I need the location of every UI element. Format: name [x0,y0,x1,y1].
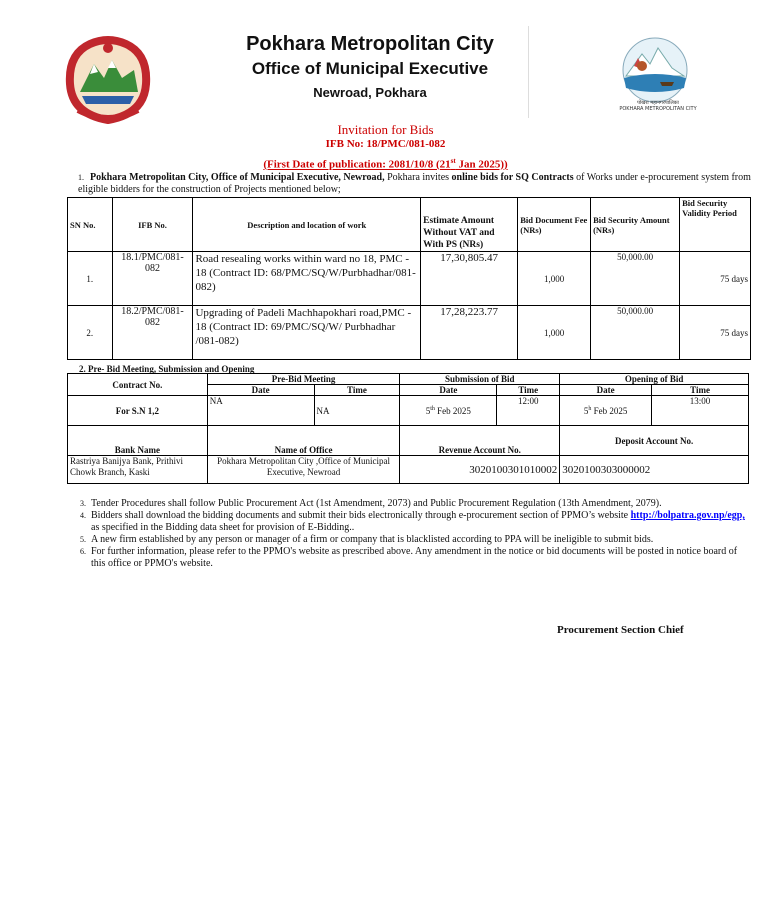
organization-block [160,32,580,102]
time-header: Time [652,385,749,396]
letterhead [0,0,771,120]
table-row [68,252,751,306]
office-header: Name of Office [207,426,400,456]
row-estimate: 17,28,223.77 [421,306,518,360]
pre-bid-time: NA [314,396,400,426]
pre-bid-date: NA [207,396,314,426]
submission-date: 5th Feb 2025 [400,396,497,426]
row-description: Upgrading of Padeli Machhapokhari road,PMC - 18 (Contract ID: 69/PMC/SQ/W/ Purbhadhar /081-082) [193,306,421,360]
row-doc-fee: 1,000 [518,252,591,306]
notice-title: Invitation for Bids [337,122,434,137]
list-item: 6. For further information, please refer to the PPMO's website as prescribed above. Any amendment in the notice or bid documents will be posted in notice board of this office or PPMO's website. [80,546,738,569]
date-header: Date [400,385,497,396]
works-table [67,197,751,360]
row-validity: 75 days [680,306,751,360]
col-ifb: IFB No. [112,198,193,252]
table-header-row [68,198,751,252]
row-description: Road resealing works within ward no 18, PMC - 18 (Contract ID: 68/PMC/SQ/W/Purbhadhar/081-082) [193,252,421,306]
row-ifb: 18.1/PMC/081-082 [112,252,193,306]
section-2-heading: 2. Pre- Bid Meeting, Submission and Opening [79,364,255,374]
col-doc-fee: Bid Document Fee (NRs) [518,198,591,252]
row-validity: 75 days [680,252,751,306]
office-name-value: Pokhara Metropolitan City ,Office of Municipal Executive, Newroad [207,456,400,484]
list-item: 4. Bidders shall download the bidding documents and submit their bids electronically through e-procurement section of PPMO’s website http://bolpatra.gov.np/egp, as specified in the Bidding data sheet for provision of E-Bidding.. [80,510,745,533]
col-sn: SN No. [68,198,113,252]
row-doc-fee: 1,000 [518,306,591,360]
bank-name-header: Bank Name [68,426,208,456]
nepal-emblem-logo [60,34,156,126]
col-description: Description and location of work [193,198,421,252]
opening-date: 5$^h$ Feb 2025 [560,396,652,426]
schedule-row [68,396,749,426]
bank-name: Rastriya Banijya Bank, Prithivi Chowk Branch, Kaski [68,456,208,484]
pre-bid-header: Pre-Bid Meeting [207,374,400,385]
col-security-amount: Bid Security Amount (NRs) [591,198,680,252]
office-name: Office of Municipal Executive [251,59,489,78]
bank-row [68,456,749,484]
col-estimate: Estimate Amount Without VAT and With PS (NRs) [421,198,518,252]
publication-date: (First Date of publication: 2081/10/8 (21st Jan 2025)) [263,157,508,171]
org-address: Newroad, Pokhara [313,85,427,100]
opening-time: 13:00 [652,396,749,426]
submission-header: Submission of Bid [400,374,560,385]
city-logo-caption: पोखरा महानगरपालिका POKHARA METROPOLITAN CITY [619,100,697,112]
col-validity: Bid Security Validity Period [680,198,751,252]
time-header: Time [314,385,400,396]
list-item: 3. Tender Procedures shall follow Public Procurement Act (1st Amendment, 2073) and Public Procurement Regulation (13th Amendment, 2079). [80,498,662,509]
date-header: Date [207,385,314,396]
deposit-account: 3020100303000002 [560,456,749,484]
org-name: Pokhara Metropolitan City [246,33,494,55]
schedule-contract: For S.N 1,2 [68,396,208,426]
intro-paragraph: 1. Pokhara Metropolitan City, Office of Municipal Executive, Newroad, Pokhara invites online bids for SQ Contracts of Works under e-procurement system from eligible bidders for the construction of Projects mentioned below; [78,172,751,195]
schedule-table [67,373,749,484]
revenue-header: Revenue Account No. [400,426,560,456]
row-security: 50,000.00 [591,306,680,360]
row-security: 50,000.00 [591,252,680,306]
bolpatra-link[interactable]: http://bolpatra.gov.np/egp, [630,510,745,521]
schedule-header-row [68,374,749,385]
deposit-header: Deposit Account No. [560,426,749,456]
revenue-account: 3020100301010002 [400,456,560,484]
row-ifb: 18.2/PMC/081-082 [112,306,193,360]
signature-title: Procurement Section Chief [557,624,684,636]
time-header: Time [497,385,560,396]
submission-time: 12:00 [497,396,560,426]
list-item: 5. A new firm established by any person or manager of a firm or company that is blacklisted according to PPA will be ineligible to submit bids. [80,534,654,545]
ifb-number: IFB No: 18/PMC/081-082 [325,138,446,150]
row-sn: 2. [68,306,113,360]
contract-no-header: Contract No. [68,374,208,396]
bank-header-row [68,426,749,456]
date-header: Date [560,385,652,396]
row-estimate: 17,30,805.47 [421,252,518,306]
opening-header: Opening of Bid [560,374,749,385]
header-divider [528,26,529,118]
table-row [68,306,751,360]
row-sn: 1. [68,252,113,306]
notes-list [80,498,750,570]
